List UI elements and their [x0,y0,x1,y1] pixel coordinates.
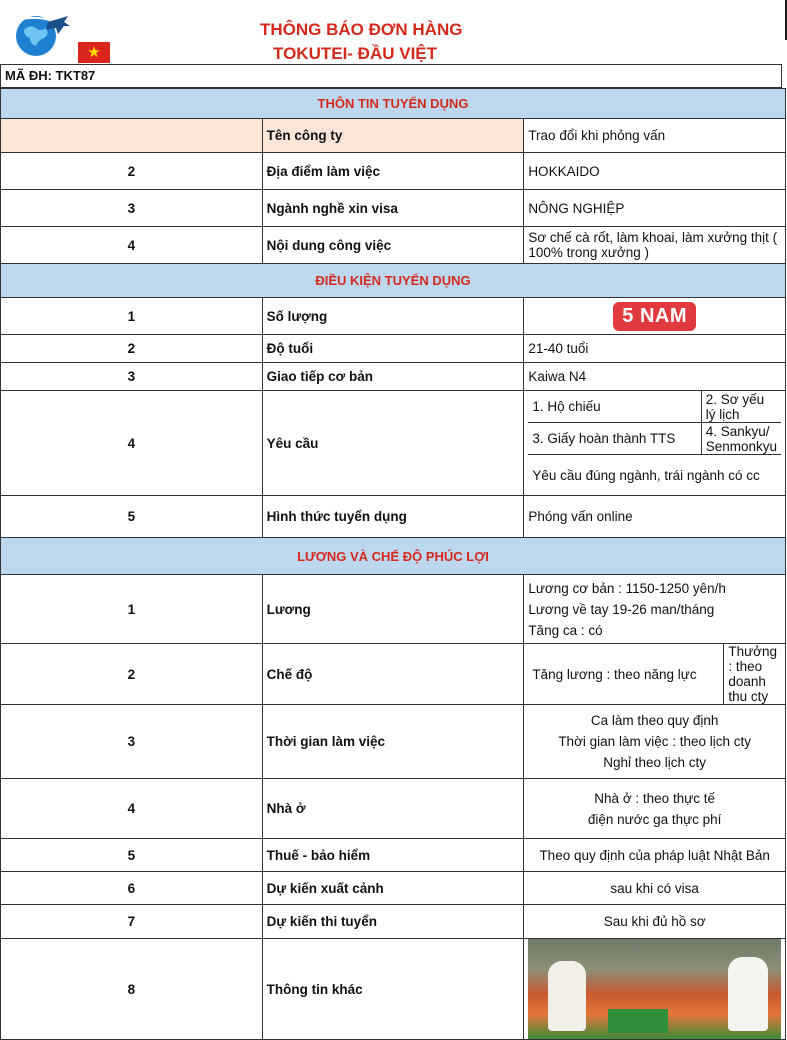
tax-value: Theo quy định của pháp luật Nhật Bản [524,839,786,872]
requirements-list [528,391,781,495]
list-item: 3. Giấy hoàn thành TTS [528,423,701,455]
page-subtitle: TOKUTEI- ĐẦU VIỆT [273,44,438,63]
table-row: 3 Thời gian làm việc Ca làm theo quy định Thời gian làm việc : theo lịch cty Nghỉ theo lịch cty [1,705,786,779]
section-header-salary-benefits: LƯƠNG VÀ CHẾ ĐỘ PHÚC LỢI [1,538,786,575]
section-header-recruit-conditions: ĐIỀU KIỆN TUYỂN DỤNG [1,264,786,298]
table-row: 3 Giao tiếp cơ bản Kaiwa N4 [1,363,786,391]
table-row: 1 Số lượng 5 NAM [1,298,786,335]
table-row: 4 Nhà ở Nhà ở : theo thực tế điện nước ga thực phí [1,779,786,839]
salary-value: Lương cơ bản : 1150-1250 yên/h Lương về tay 19-26 man/tháng Tăng ca : có [524,575,786,644]
table-row: 2 Chế độ Tăng lương : theo năng lực Thưởng : theo doanh thu cty [1,644,786,705]
list-item: 4. Sankyu/ Senmonkyu [701,423,781,455]
factory-photo-image [528,939,781,1039]
list-item: 2. Sơ yếu lý lịch [701,391,781,423]
order-table [0,88,786,1040]
vietnam-flag-icon: ★ [78,42,110,63]
housing-value: Nhà ở : theo thực tế điện nước ga thực phí [524,779,786,839]
company-name-value: Trao đổi khi phỏng vấn [524,119,786,153]
job-content-value: Sơ chế cà rốt, làm khoai, làm xưởng thịt ( 100% trong xưởng ) [524,227,786,264]
work-time-value: Ca làm theo quy định Thời gian làm việc : theo lịch cty Nghỉ theo lịch cty [524,705,786,779]
exam-value: Sau khi đủ hồ sơ [524,905,786,939]
age-value: 21-40 tuổi [524,335,786,363]
order-code: MÃ ĐH: TKT87 [0,64,782,88]
page-title: THÔNG BÁO ĐƠN HÀNG [260,20,463,39]
table-row: 8 Thông tin khác [1,939,786,1040]
quantity-badge: 5 NAM [613,302,696,331]
communication-value: Kaiwa N4 [524,363,786,391]
visa-industry-value: NÔNG NGHIỆP [524,190,786,227]
table-row: 5 Thuế - bảo hiểm Theo quy định của pháp luật Nhật Bản [1,839,786,872]
table-row: Tên công ty Trao đổi khi phỏng vấn [1,119,786,153]
table-row: 6 Dự kiến xuất cảnh sau khi có visa [1,872,786,905]
table-row: 2 Địa điểm làm việc HOKKAIDO [1,153,786,190]
requirements-note: Yêu cầu đúng ngành, trái ngành có cc [532,467,760,483]
table-row: 7 Dự kiến thi tuyển Sau khi đủ hồ sơ [1,905,786,939]
globe-airplane-logo-icon [6,10,72,58]
bonus-value: Thưởng : theo doanh thu cty [728,644,777,704]
table-row: 4 Nội dung công việc Sơ chế cà rốt, làm khoai, làm xưởng thịt ( 100% trong xưởng ) [1,227,786,264]
workplace-photos [528,939,781,1039]
table-row: 1 Lương Lương cơ bản : 1150-1250 yên/h Lương về tay 19-26 man/tháng Tăng ca : có [1,575,786,644]
table-row: 4 Yêu cầu 1. Hộ chiếu 2. Sơ yếu lý lịch 3. Giấy hoàn thành TTS 4. Sankyu/ Senmonkyu Yêu cầu đúng ngành, trái ngành có cc [1,391,786,496]
work-location-value: HOKKAIDO [524,153,786,190]
table-row: 3 Ngành nghề xin visa NÔNG NGHIỆP [1,190,786,227]
section-header-recruit-info: THÔN TIN TUYỂN DỤNG [1,89,786,119]
list-item: 1. Hộ chiếu [528,391,701,423]
recruit-form-value: Phóng vấn online [524,496,786,538]
header [0,0,787,64]
table-row: 5 Hình thức tuyển dụng Phóng vấn online [1,496,786,538]
raise-value: Tăng lương : theo năng lực [528,644,724,704]
departure-value: sau khi có visa [524,872,786,905]
table-row: 2 Độ tuổi 21-40 tuổi [1,335,786,363]
